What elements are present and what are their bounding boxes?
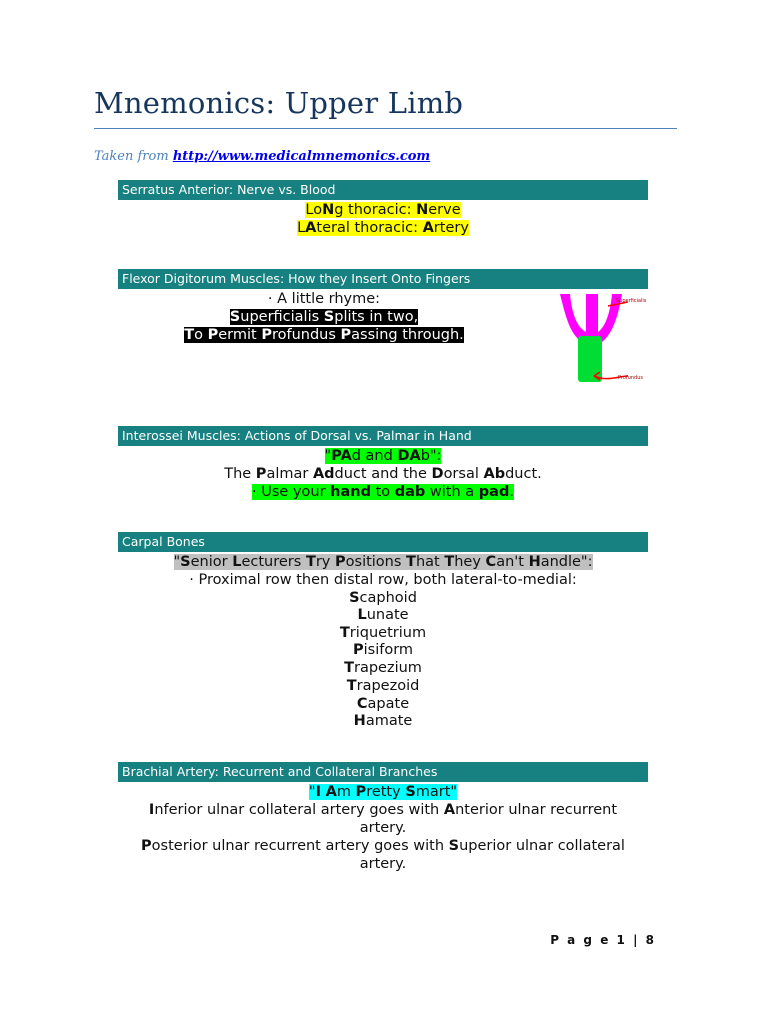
carpal-bone-item: Lunate bbox=[357, 607, 409, 623]
flexor-rhyme-2: To Permit Profundus Passing through. bbox=[184, 327, 464, 343]
superficialis-label: Superficialis bbox=[616, 298, 647, 304]
carpal-note: · Proximal row then distal row, both lateral-to-medial: bbox=[189, 572, 577, 588]
page-number: P a g e 1 | 8 bbox=[550, 933, 656, 947]
section-header-interossei: Interossei Muscles: Actions of Dorsal vs. Palmar in Hand bbox=[118, 426, 648, 446]
source-prefix: Taken from bbox=[94, 149, 173, 164]
interossei-mnemonic: "PAd and DAb": bbox=[324, 448, 442, 464]
section-header-flexor: Flexor Digitorum Muscles: How they Insert Onto Fingers bbox=[118, 269, 648, 289]
title-divider bbox=[94, 128, 677, 129]
flexor-rhyme-1: Superficialis Splits in two, bbox=[229, 309, 419, 325]
page-title: Mnemonics: Upper Limb bbox=[94, 86, 464, 120]
section-header-carpal: Carpal Bones bbox=[118, 532, 648, 552]
profundus-label: Profundus bbox=[618, 375, 643, 381]
carpal-bone-item: Trapezium bbox=[344, 660, 422, 676]
serratus-line-2: LAteral thoracic: Artery bbox=[297, 220, 469, 236]
flexor-intro: · A little rhyme: bbox=[267, 291, 381, 307]
section-header-brachial: Brachial Artery: Recurrent and Collateral Branches bbox=[118, 762, 648, 782]
interossei-line: The Palmar Adduct and the Dorsal Abduct. bbox=[224, 466, 542, 482]
carpal-mnemonic: "Senior Lecturers Try Positions That They Can't Handle": bbox=[173, 554, 593, 570]
flexor-digitorum-diagram bbox=[548, 290, 648, 386]
carpal-bone-item: Pisiform bbox=[352, 642, 414, 658]
brachial-mnemonic: "I Am Pretty Smart" bbox=[308, 784, 458, 800]
carpal-bone-item: Trapezoid bbox=[346, 678, 420, 694]
serratus-line-1: LoNg thoracic: Nerve bbox=[305, 202, 461, 218]
source-link[interactable]: http://www.medicalmnemonics.com bbox=[172, 149, 431, 164]
section-header-serratus: Serratus Anterior: Nerve vs. Blood bbox=[118, 180, 648, 200]
brachial-line-2: Posterior ulnar recurrent artery goes with Superior ulnar collateral artery. bbox=[141, 838, 625, 872]
source-line bbox=[94, 149, 430, 164]
carpal-bone-item: Hamate bbox=[353, 713, 413, 729]
carpal-bone-item: Capate bbox=[356, 696, 410, 712]
interossei-tip: · Use your hand to dab with a pad. bbox=[252, 484, 514, 500]
carpal-bone-item: Scaphoid bbox=[349, 590, 417, 606]
carpal-bone-item: Triquetrium bbox=[339, 625, 427, 641]
brachial-line-1: Inferior ulnar collateral artery goes with Anterior ulnar recurrent artery. bbox=[148, 802, 618, 836]
